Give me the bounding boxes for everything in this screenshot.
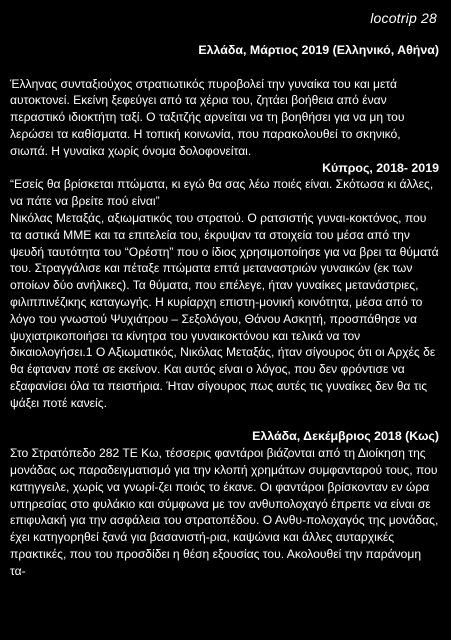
page-header: locotrip 28 <box>370 10 437 26</box>
section-heading-cyprus-2018-2019: Κύπρος, 2018- 2019 <box>322 160 439 175</box>
section-text-greece-december-2018: Στο Στρατόπεδο 282 ΤΕ Κω, τέσσερις φαντάροι βιάζονται από τη Διοίκηση της μονάδας ως παραδειγματισμό για την κλοπή χρημάτων συμφανταρού τους, που κατηγγειλε, χωρίς να γνωρί-ζει ποιός το έκανε. Οι φαντάροι βρίσκονταν εν ώρα υπηρεσίας στο φυλάκιο και σύμφωνα με τον ανθυπολοχαγό έπρεπε να είναι σε επιφυλακή για την ασφάλεια του στρατοπέδου. Ο Ανθυ-πολοχαγός της μονάδας, έχει κατηγορηθεί ξανά για βασανιστή-ρια, καψώνια και άλλες αυταρχικές πρακτικές, που του προσδίδει η θέση εξουσίας του. Ακολουθεί την παράνομη τα- <box>10 446 439 578</box>
section-text-greece-march-2019: Έλληνας συνταξιούχος στρατιωτικός πυροβολεί την γυναίκα του και μετά αυτοκτονεί. Εκείνη ξεφεύγει από τα χέρια του, ζητάει βοήθεια από έναν περαστικό ιδιοκτήτη ταξί. Ο ταξιτζής αρνείται να τη βοηθήσει για να μη του λερώσει τα καθίσματα. Η τοπική κοινωνία, που παρακολουθεί το σκηνικό, σιωπά. Η γυναίκα χωρίς όνομα δολοφονείται. <box>10 76 405 158</box>
section-heading-greece-december-2018: Ελλάδα, Δεκέμβριος 2018 (Κως) <box>252 429 439 444</box>
section-text-cyprus: Νικόλας Μεταξάς, αξιωματικός του στρατού. Ο ρατσιστής γυναι-κοκτόνος, που τα αστικά ΜΜΕ και τα επιτελεία του, έκρυψαν τα στοιχεία του μέσα από την ψευδή ταυτότητα του “Ορέστη” που ο ίδιος χρησιμοποίησε για να βρει τα θύματά του. Στραγγάλισε και πέταξε πτώματα επτά μεταναστριών γυναικών (εκ των οποίων δύο ανήλικες). Τα θύματα, που επέλεγε, ήταν γυναίκες μετανάστριες, φιλιππινέζικης καταγωγής. Η κυρίαρχη επιστη-μονική κοινότητα, μέσα από το λόγο του γνωστού Ψυχιάτρου – Σεξολόγου, Θάνου Ασκητή, προσπάθησε να ψυχιατρικοποιήσει τα κίνητρα του γυναικοκτόνου και τελικά να τον δικαιολογήσει.1 Ο Αξιωματικός, Νικόλας Μεταξάς, ήταν σίγουρος ότι οι Αρχές δε θα έφταναν ποτέ σε εκείνον. Και αυτός είναι ο λόγος, που δεν φρόντισε να εξαφανίσει όλα τα πειστήρια. Ήταν σίγουρος πως αυτές τις γυναίκες δεν θα τις ψάξει ποτέ κανείς. <box>10 210 439 410</box>
spacer <box>10 59 439 76</box>
section-heading-greece-march-2019: Ελλάδα, Μάρτιος 2019 (Ελληνικό, Αθήνα) <box>198 43 439 57</box>
section-quote-cyprus: “Εσείς θα βρίσκεται πτώματα, κι εγώ θα σας λέω ποιές είναι. Σκότωσα κι άλλες, να πάτε να βρείτε πού είναι” <box>10 177 434 209</box>
article-body <box>10 42 439 580</box>
spacer <box>10 412 439 429</box>
